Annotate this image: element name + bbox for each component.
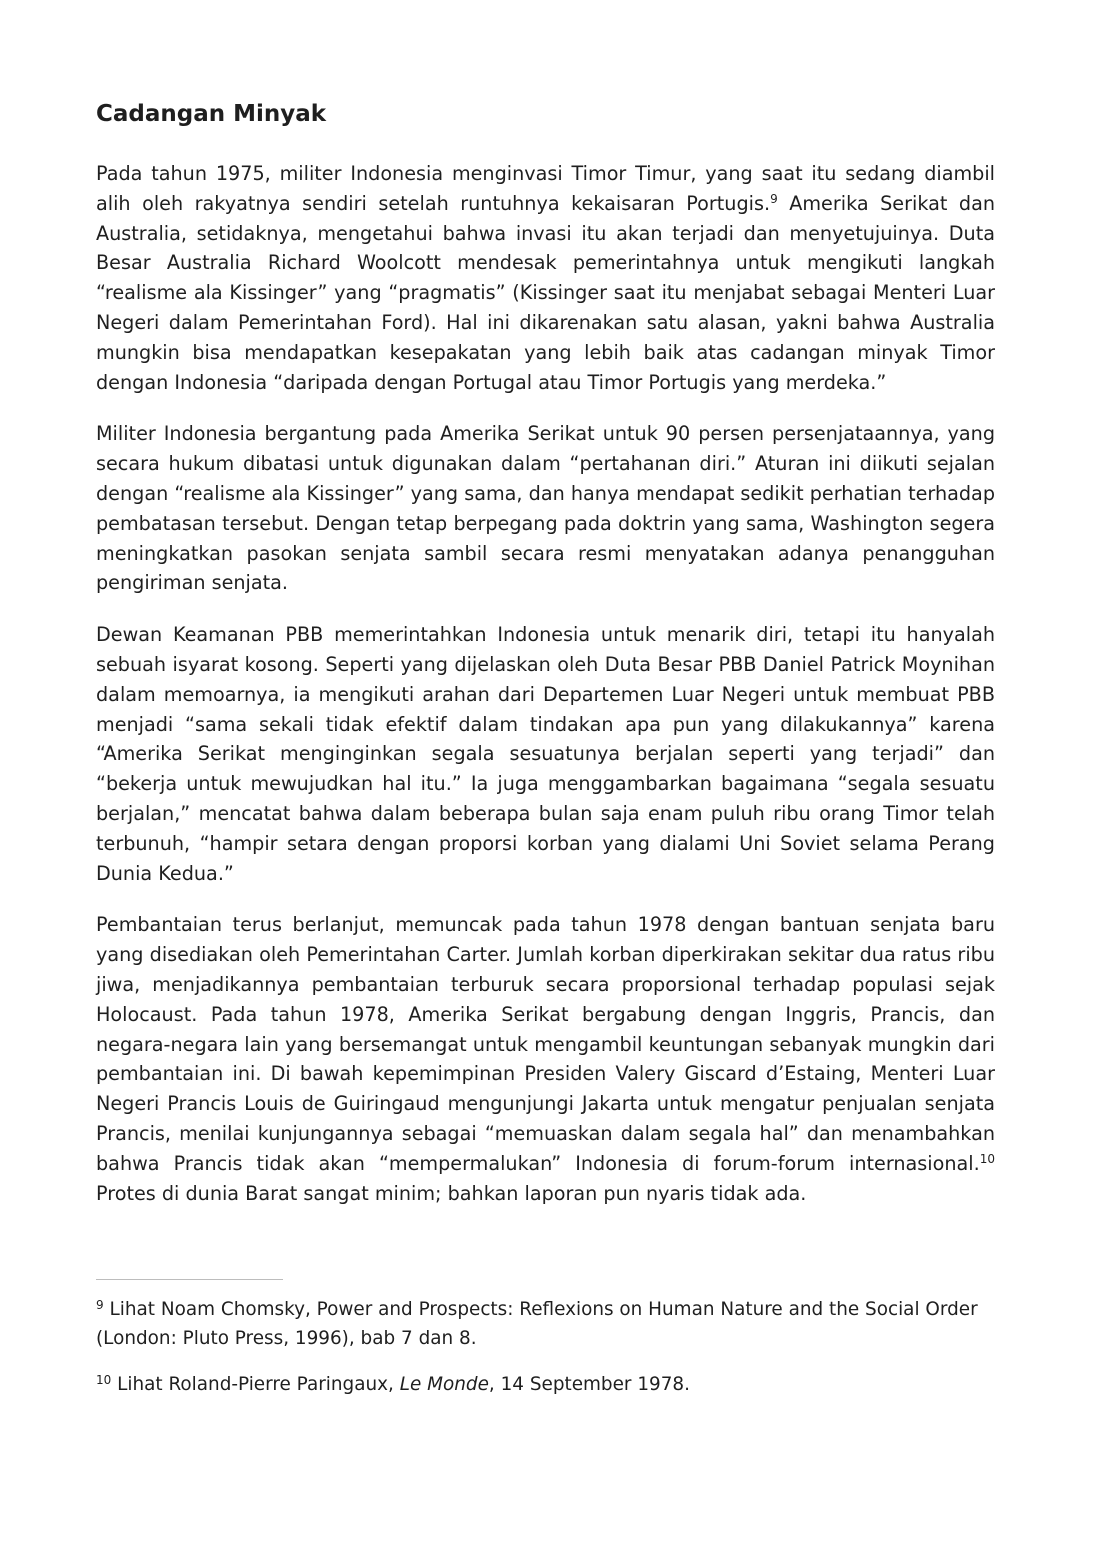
paragraph-1 (96, 159, 995, 397)
footnote-9 (96, 1295, 995, 1353)
section-heading: Cadangan Minyak (96, 101, 327, 127)
paragraph-1-text-a: Pada tahun 1975, militer Indonesia menginvasi Timor Timur, yang saat itu sedang diambil alih oleh rakyatnya sendiri setelah runtuhnya kekaisaran Portugis. (96, 162, 995, 215)
footnote-10-text-pre: Lihat Roland-Pierre Paringaux, (111, 1374, 400, 1396)
document-page (96, 0, 995, 1399)
footnote-10 (96, 1370, 995, 1399)
footnote-10-number: 10 (96, 1373, 112, 1388)
paragraph-3: Dewan Keamanan PBB memerintahkan Indonesia untuk menarik diri, tetapi itu hanyalah sebuah isyarat kosong. Seperti yang dijelaskan oleh Duta Besar PBB Daniel Patrick Moynihan dalam memoarnya, ia mengikuti arahan dari Departemen Luar Negeri untuk membuat PBB menjadi “sama sekali tidak efektif dalam tindakan apa pun yang dilakukannya” karena “Amerika Serikat menginginkan segala sesuatunya berjalan seperti yang terjadi” dan “bekerja untuk mewujudkan hal itu.” Ia juga menggambarkan bagaimana “segala sesuatu berjalan,” mencatat bahwa dalam beberapa bulan saja enam puluh ribu orang Timor telah terbunuh, “hampir setara dengan proporsi korban yang dialami Uni Soviet selama Perang Dunia Kedua.” (96, 623, 995, 885)
paragraph-4-text-b: Protes di dunia Barat sangat minim; bahkan laporan pun nyaris tidak ada. (96, 1181, 807, 1205)
footnote-divider (96, 1279, 283, 1280)
paragraph-2: Militer Indonesia bergantung pada Amerika Serikat untuk 90 persen persenjataannya, yang secara hukum dibatasi untuk digunakan dalam “pertahanan diri.” Aturan ini diikuti sejalan dengan “realisme ala Kissinger” yang sama, dan hanya mendapat sedikit perhatian terhadap pembatasan tersebut. Dengan tetap berpegang pada doktrin yang sama, Washington segera meningkatkan pasokan senjata sambil secara resmi menyatakan adanya penangguhan pengiriman senjata. (96, 422, 995, 595)
paragraph-1-text-b: Amerika Serikat dan Australia, setidaknya, mengetahui bahwa invasi itu akan terjadi dan menyetujuinya. Duta Besar Australia Richard Woolcott mendesak pemerintahnya untuk mengikuti langkah “realisme ala Kissinger” yang “pragmatis” (Kissinger saat itu menjabat sebagai Menteri Luar Negeri dalam Pemerintahan Ford). Hal ini dikarenakan satu alasan, yakni bahwa Australia mungkin bisa mendapatkan kesepakatan yang lebih baik atas cadangan minyak Timor dengan Indonesia “daripada dengan Portugal atau Timor Portugis yang merdeka.” (96, 191, 995, 394)
footnote-9-text: Lihat Noam Chomsky, Power and Prospects: Reflexions on Human Nature and the Social Order (London: Pluto Press, 1996), bab 7 dan 8. (96, 1299, 978, 1350)
paragraph-4 (96, 910, 995, 1208)
footnote-9-number: 9 (96, 1298, 104, 1313)
footnote-ref-9[interactable]: 9 (770, 191, 778, 206)
footnote-10-text-post: , 14 September 1978. (488, 1374, 690, 1396)
paragraph-4-text-a: Pembantaian terus berlanjut, memuncak pada tahun 1978 dengan bantuan senjata baru yang disediakan oleh Pemerintahan Carter. Jumlah korban diperkirakan sekitar dua ratus ribu jiwa, menjadikannya pembantaian terburuk secara proporsional terhadap populasi sejak Holocaust. Pada tahun 1978, Amerika Serikat bergabung dengan Inggris, Prancis, dan negara-negara lain yang bersemangat untuk mengambil keuntungan sebanyak mungkin dari pembantaian ini. Di bawah kepemimpinan Presiden Valery Giscard d’Estaing, Menteri Luar Negeri Prancis Louis de Guiringaud mengunjungi Jakarta untuk mengatur penjualan senjata Prancis, menilai kunjungannya sebagai “memuaskan dalam segala hal” dan menambahkan bahwa Prancis tidak akan “mempermalukan” Indonesia di forum-forum internasional. (96, 913, 995, 1175)
footnote-10-publication: Le Monde (399, 1374, 489, 1396)
footnote-ref-10[interactable]: 10 (979, 1151, 995, 1166)
